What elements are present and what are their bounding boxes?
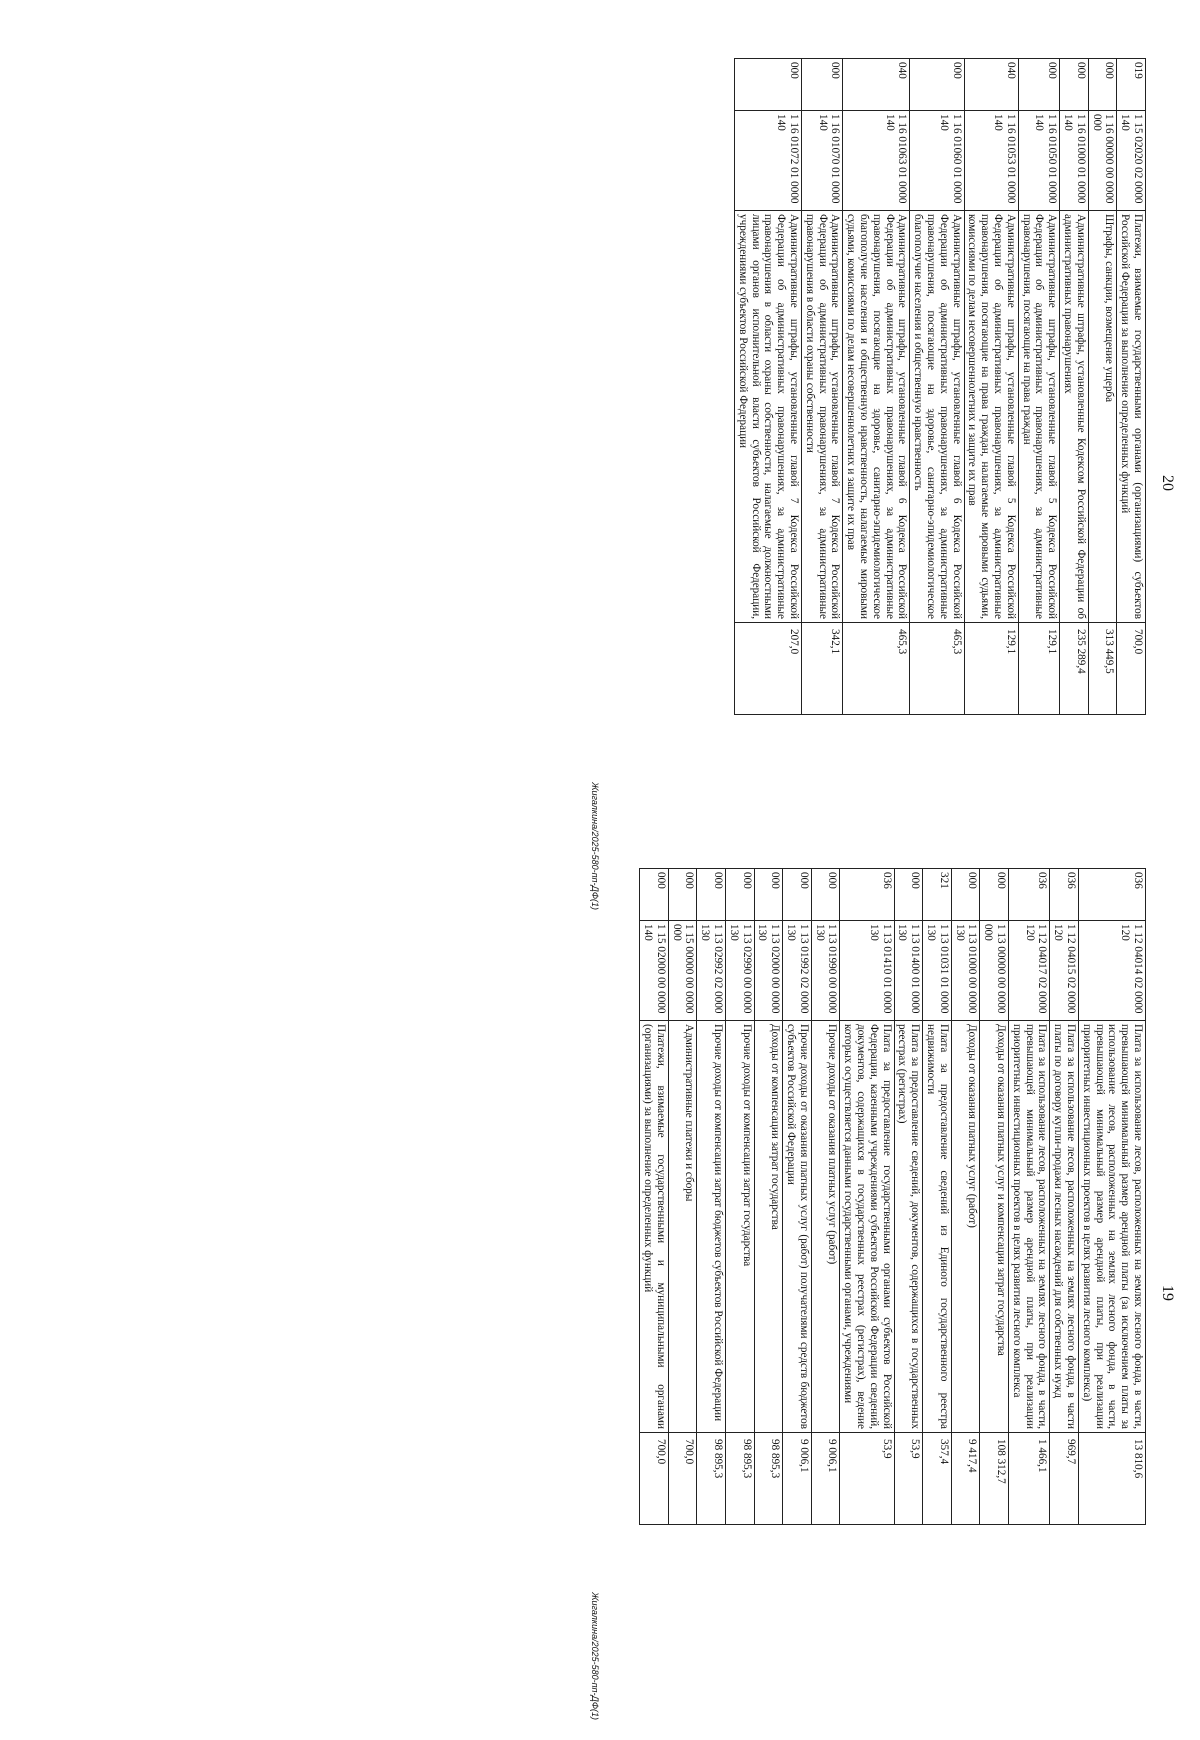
table-row [1088,59,1117,715]
table-row [811,869,840,1525]
page-number: 19 [1159,1285,1176,1301]
table-row [980,869,1009,1525]
amount-cell: 98 895,3 [697,1433,726,1525]
revenue-name-cell: Административные штрафы, установленные Кодексом Российской Федерации об административных правонарушениях [1060,211,1089,623]
table-row [735,59,802,715]
amount-cell: 207,0 [735,623,802,715]
table-row [1060,59,1089,715]
amount-cell: 465,3 [910,623,964,715]
budget-code-cell: 1 16 01060 01 0000 140 [910,111,964,211]
table-row [1050,869,1079,1525]
budget-code-cell: 1 13 01031 01 0000 130 [923,921,952,1021]
admin-code-cell: 000 [735,59,802,111]
revenue-name-cell: Плата за использование лесов, расположенных на землях лесного фонда, в части, превышающей минимальный размер арендной платы, при реализации приоритетных инвестиционных проектов в целях развития лесного комплекса [1009,1021,1050,1433]
budget-code-cell: 1 12 04015 02 0000 120 [1050,921,1079,1021]
revenue-name-cell: Платежи, взимаемые государственными и муниципальными органами (организациями) за выполнение определенных функций [640,1021,669,1433]
budget-code-cell: 1 13 02000 00 0000 130 [754,921,783,1021]
budget-code-cell: 1 13 01990 00 0000 130 [811,921,840,1021]
table-row [843,59,910,715]
table-row [964,59,1018,715]
table-row [726,869,755,1525]
admin-code-cell: 321 [923,869,952,921]
revenue-name-cell: Плата за предоставление сведений из Единого государственного реестра недвижимости [923,1021,952,1433]
amount-cell: 700,0 [668,1433,697,1525]
amount-cell: 235 289,4 [1060,623,1089,715]
budget-code-cell: 1 12 04014 02 0000 120 [1079,921,1146,1021]
budget-code-cell: 1 16 01070 01 0000 140 [802,111,843,211]
budget-code-cell: 1 15 00000 00 0000 000 [668,921,697,1021]
document-footer: Жигалкина/2025-580-пп-ДФ(1) [590,782,600,910]
budget-code-cell: 1 13 01000 00 0000 130 [951,921,980,1021]
budget-code-cell: 1 13 01410 01 0000 130 [840,921,894,1021]
amount-cell: 9 006,1 [783,1433,812,1525]
revenue-name-cell: Административные штрафы, установленные главой 6 Кодекса Российской Федерации об административных правонарушениях, за административные правонарушения, посягающие на здоровье, санитарно-эпидемиологическое благополучие населения и общественную нравственность [910,211,964,623]
revenue-name-cell: Плата за предоставление государственными органами субъектов Российской Федерации, казенными учреждениями субъектов Российской Федерации сведений, документов, содержащихся в государственных реестрах (регистрах), ведение которых осуществляется данными государственными органами, учреждениями [840,1021,894,1433]
amount-cell: 9 006,1 [811,1433,840,1525]
budget-code-cell: 1 16 01053 01 0000 140 [964,111,1018,211]
table-row [802,59,843,715]
amount-cell: 313 449,5 [1088,623,1117,715]
table-row [1018,59,1059,715]
revenue-name-cell: Административные штрафы, установленные главой 5 Кодекса Российской Федерации об административных правонарушениях, за административные правонарушения, посягающие на права граждан [1018,211,1059,623]
revenue-name-cell: Доходы от оказания платных услуг и компенсации затрат государства [980,1021,1009,1433]
table-row [923,869,952,1525]
admin-code-cell: 000 [783,869,812,921]
admin-code-cell: 000 [894,869,923,921]
admin-code-cell: 036 [1050,869,1079,921]
revenue-name-cell: Прочие доходы от оказания платных услуг (работ) [811,1021,840,1433]
amount-cell: 465,3 [843,623,910,715]
budget-code-cell: 1 16 01072 01 0000 140 [735,111,802,211]
admin-code-cell: 000 [640,869,669,921]
amount-cell: 342,1 [802,623,843,715]
table-row [951,869,980,1525]
amount-cell: 53,9 [840,1433,894,1525]
table-row [668,869,697,1525]
admin-code-cell: 040 [964,59,1018,111]
budget-code-cell: 1 13 01400 01 0000 130 [894,921,923,1021]
table-row [1009,869,1050,1525]
revenue-name-cell: Административные штрафы, установленные главой 7 Кодекса Российской Федерации об административных правонарушениях, за административные правонарушения в области охраны собственности [802,211,843,623]
document-footer: Жигалкина/2025-580-пп-ДФ(1) [590,1592,600,1720]
table-row [640,869,669,1525]
revenue-table [734,58,1146,715]
budget-code-cell: 1 12 04017 02 0000 120 [1009,921,1050,1021]
admin-code-cell: 000 [1018,59,1059,111]
admin-code-cell: 000 [802,59,843,111]
amount-cell: 53,9 [894,1433,923,1525]
admin-code-cell: 036 [840,869,894,921]
amount-cell: 13 810,6 [1079,1433,1146,1525]
budget-code-cell: 1 16 00000 00 0000 000 [1088,111,1117,211]
table-row [783,869,812,1525]
budget-code-cell: 1 13 02990 00 0000 130 [726,921,755,1021]
admin-code-cell: 000 [697,869,726,921]
admin-code-cell: 000 [754,869,783,921]
document-page-bottom [582,858,1182,1728]
document-page-top [582,48,1182,918]
budget-code-cell: 1 13 00000 00 0000 000 [980,921,1009,1021]
table-row [894,869,923,1525]
amount-cell: 969,7 [1050,1433,1079,1525]
amount-cell: 700,0 [640,1433,669,1525]
revenue-name-cell: Плата за предоставление сведений, документов, содержащихся в государственных реестрах (регистрах) [894,1021,923,1433]
revenue-name-cell: Прочие доходы от компенсации затрат бюджетов субъектов Российской Федерации [697,1021,726,1433]
budget-code-cell: 1 13 01992 02 0000 130 [783,921,812,1021]
admin-code-cell: 000 [980,869,1009,921]
budget-code-cell: 1 16 01050 01 0000 140 [1018,111,1059,211]
revenue-name-cell: Административные штрафы, установленные главой 7 Кодекса Российской Федерации об административных правонарушениях, за административные правонарушения в области охраны собственности, налагаемые должностными лицами органов исполнительной власти субъектов Российской Федерации, учреждениями субъектов Российской Федерации [735,211,802,623]
admin-code-cell: 000 [811,869,840,921]
revenue-name-cell: Платежи, взимаемые государственными органами (организациями) субъектов Российской Федерации за выполнение определенных функций [1117,211,1146,623]
budget-code-cell: 1 13 02992 02 0000 130 [697,921,726,1021]
admin-code-cell: 000 [951,869,980,921]
amount-cell: 1 466,1 [1009,1433,1050,1525]
page-number: 20 [1159,475,1176,491]
amount-cell: 98 895,3 [754,1433,783,1525]
amount-cell: 129,1 [1018,623,1059,715]
revenue-name-cell: Административные платежи и сборы [668,1021,697,1433]
table-row [697,869,726,1525]
admin-code-cell: 019 [1117,59,1146,111]
amount-cell: 108 312,7 [980,1433,1009,1525]
admin-code-cell: 000 [1060,59,1089,111]
amount-cell: 700,0 [1117,623,1146,715]
table-row [1117,59,1146,715]
revenue-name-cell: Прочие доходы от оказания платных услуг (работ) получателями средств бюджетов субъектов Российской Федерации [783,1021,812,1433]
table-row [910,59,964,715]
budget-code-cell: 1 15 02020 02 0000 140 [1117,111,1146,211]
admin-code-cell: 000 [668,869,697,921]
admin-code-cell: 036 [1009,869,1050,921]
table-row [840,869,894,1525]
admin-code-cell: 000 [726,869,755,921]
revenue-name-cell: Доходы от оказания платных услуг (работ) [951,1021,980,1433]
revenue-name-cell: Административные штрафы, установленные главой 6 Кодекса Российской Федерации об административных правонарушениях, за административные правонарушения, посягающие на здоровье, санитарно-эпидемиологическое благополучие населения и общественную нравственность, налагаемые мировыми судьями, комиссиями по делам несовершеннолетних и защите их прав [843,211,910,623]
revenue-name-cell: Прочие доходы от компенсации затрат государства [726,1021,755,1433]
revenue-name-cell: Штрафы, санкции, возмещение ущерба [1088,211,1117,623]
revenue-name-cell: Административные штрафы, установленные главой 5 Кодекса Российской Федерации об административных правонарушениях, за административные правонарушения, посягающие на права граждан, налагаемые мировыми судьями, комиссиями по делам несовершеннолетних и защите их прав [964,211,1018,623]
budget-code-cell: 1 15 02000 00 0000 140 [640,921,669,1021]
admin-code-cell: 000 [910,59,964,111]
admin-code-cell: 040 [843,59,910,111]
revenue-table [639,868,1146,1525]
amount-cell: 357,4 [923,1433,952,1525]
admin-code-cell: 000 [1088,59,1117,111]
revenue-name-cell: Плата за использование лесов, расположенных на землях лесного фонда, в части платы по договору купли-продажи лесных насаждений для собственных нужд [1050,1021,1079,1433]
revenue-name-cell: Плата за использование лесов, расположенных на землях лесного фонда, в части, превышающей минимальный размер арендной платы (за исключением платы за использование лесов, расположенных на землях лесного фонда, в части, превышающей минимальный размер арендной платы, при реализации приоритетных инвестиционных проектов в целях развития лесного комплекса) [1079,1021,1146,1433]
admin-code-cell: 036 [1079,869,1146,921]
table-row [754,869,783,1525]
table-row [1079,869,1146,1525]
revenue-name-cell: Доходы от компенсации затрат государства [754,1021,783,1433]
amount-cell: 129,1 [964,623,1018,715]
amount-cell: 9 417,4 [951,1433,980,1525]
amount-cell: 98 895,3 [726,1433,755,1525]
budget-code-cell: 1 16 01000 01 0000 140 [1060,111,1089,211]
budget-code-cell: 1 16 01063 01 0000 140 [843,111,910,211]
